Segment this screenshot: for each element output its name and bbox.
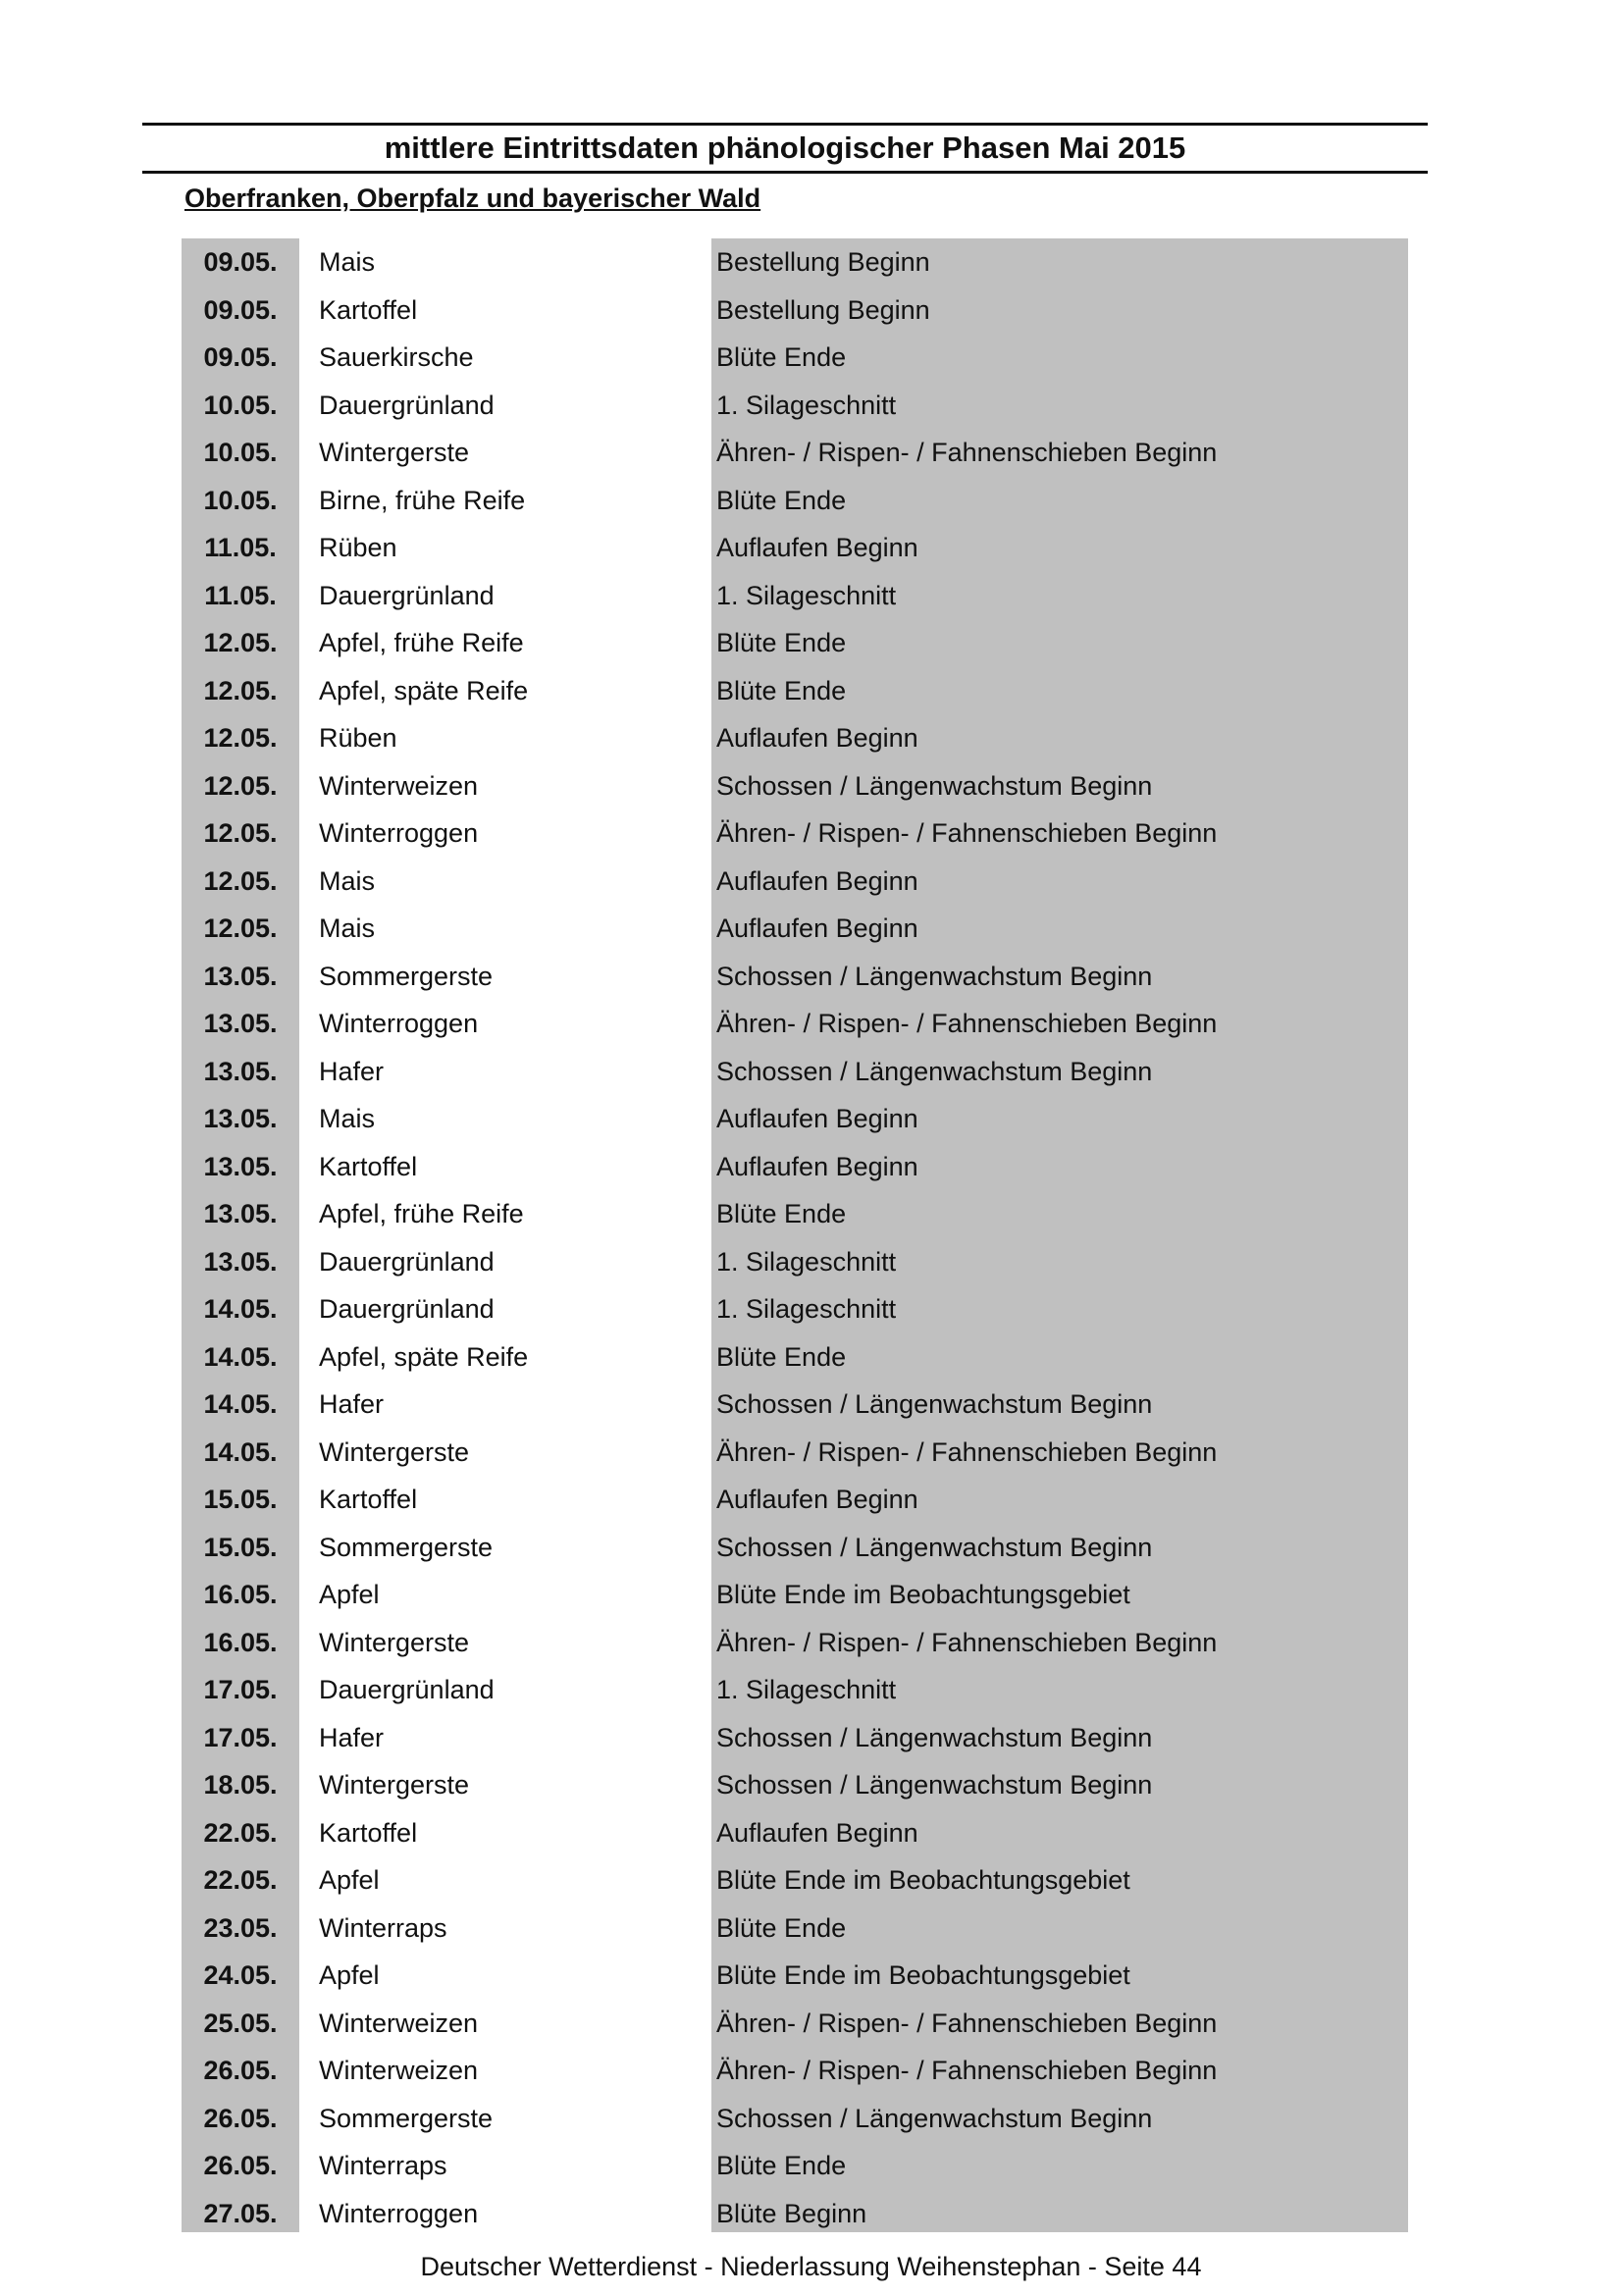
plant-cell: Dauergrünland	[319, 1675, 495, 1704]
phase-cell: Schossen / Längenwachstum Beginn	[716, 1722, 1153, 1752]
table-row	[182, 572, 1408, 620]
table-row	[182, 1476, 1408, 1524]
table-row	[182, 1856, 1408, 1905]
table-row	[182, 809, 1408, 858]
date-cell: 13.05.	[203, 1246, 278, 1277]
plant-cell: Winterweizen	[319, 770, 479, 801]
phase-cell: 1. Silageschnitt	[716, 580, 897, 610]
plant-cell: Sommergerste	[319, 961, 494, 991]
plant-cell: Rüben	[319, 723, 397, 753]
table-row	[182, 714, 1408, 762]
plant-cell: Winterraps	[319, 2151, 447, 2180]
table-row	[182, 1190, 1408, 1238]
date-cell: 14.05.	[203, 1436, 278, 1467]
date-cell: 09.05.	[203, 247, 278, 277]
date-cell: 22.05.	[203, 1865, 278, 1895]
date-cell: 14.05.	[203, 1294, 278, 1324]
phenology-table	[182, 238, 1408, 2237]
plant-cell: Winterweizen	[319, 2056, 479, 2085]
date-cell: 09.05.	[203, 294, 278, 325]
phase-cell: Auflaufen Beginn	[716, 1817, 918, 1848]
table-row	[182, 1381, 1408, 1429]
phase-cell: Schossen / Längenwachstum Beginn	[716, 1770, 1153, 1800]
table-row	[182, 477, 1408, 525]
plant-cell: Apfel, späte Reife	[319, 1341, 529, 1372]
table-row	[182, 1095, 1408, 1143]
table-row	[182, 1952, 1408, 2000]
phase-cell: Blüte Ende	[716, 2151, 847, 2180]
date-cell: 16.05.	[203, 1627, 278, 1657]
date-cell: 13.05.	[203, 1199, 278, 1228]
phase-cell: 1. Silageschnitt	[716, 1675, 897, 1704]
table-row	[182, 667, 1408, 715]
date-cell: 12.05.	[203, 628, 278, 657]
date-cell: 23.05.	[203, 1912, 278, 1943]
phase-cell: Blüte Beginn	[716, 2198, 867, 2228]
plant-cell: Kartoffel	[319, 1151, 418, 1181]
table-row	[182, 1524, 1408, 1572]
phase-cell: Schossen / Längenwachstum Beginn	[716, 1389, 1153, 1419]
plant-cell: Wintergerste	[319, 1436, 470, 1467]
date-cell: 12.05.	[203, 675, 278, 705]
date-cell: 25.05.	[203, 2008, 278, 2038]
plant-cell: Mais	[319, 247, 376, 277]
plant-cell: Wintergerste	[319, 438, 470, 467]
phase-cell: Auflaufen Beginn	[716, 533, 918, 562]
table-row	[182, 429, 1408, 477]
page-title: mittlere Eintrittsdaten phänologischer Phasen Mai 2015	[384, 130, 1186, 165]
phase-cell: Schossen / Längenwachstum Beginn	[716, 1532, 1153, 1562]
date-cell: 17.05.	[203, 1722, 278, 1752]
date-cell: 13.05.	[203, 1151, 278, 1181]
plant-cell: Mais	[319, 1104, 376, 1133]
phase-cell: Bestellung Beginn	[716, 247, 930, 277]
region-heading: Oberfranken, Oberpfalz und bayerischer Wald	[184, 183, 761, 213]
plant-cell: Hafer	[319, 1056, 385, 1086]
plant-cell: Wintergerste	[319, 1627, 470, 1657]
plant-cell: Apfel, frühe Reife	[319, 1199, 524, 1228]
table-row	[182, 619, 1408, 667]
table-row	[182, 1143, 1408, 1191]
table-row	[182, 1714, 1408, 1762]
phase-cell: Auflaufen Beginn	[716, 913, 918, 943]
date-cell: 13.05.	[203, 1009, 278, 1038]
plant-cell: Hafer	[319, 1389, 385, 1419]
plant-cell: Apfel	[319, 1865, 380, 1895]
table-row	[182, 1333, 1408, 1382]
plant-cell: Kartoffel	[319, 1485, 418, 1514]
phase-cell: Auflaufen Beginn	[716, 1151, 918, 1181]
date-cell: 12.05.	[203, 818, 278, 848]
title-underline-rule	[142, 171, 1428, 174]
date-cell: 12.05.	[203, 723, 278, 753]
date-cell: 24.05.	[203, 1960, 278, 1990]
table-row	[182, 238, 1408, 287]
date-cell: 15.05.	[203, 1485, 278, 1514]
date-cell: 11.05.	[204, 533, 277, 562]
date-cell: 11.05.	[204, 580, 277, 610]
phase-cell: Schossen / Längenwachstum Beginn	[716, 1056, 1153, 1086]
table-row	[182, 2095, 1408, 2143]
table-row	[182, 1048, 1408, 1096]
phase-cell: Ähren- / Rispen- / Fahnenschieben Beginn	[716, 818, 1218, 848]
phase-cell: Schossen / Längenwachstum Beginn	[716, 770, 1153, 801]
table-row	[182, 1000, 1408, 1048]
table-row	[182, 1429, 1408, 1477]
table-row	[182, 905, 1408, 953]
phase-cell: Auflaufen Beginn	[716, 1104, 918, 1133]
plant-cell: Mais	[319, 913, 376, 943]
phase-cell: Blüte Ende im Beobachtungsgebiet	[716, 1960, 1130, 1990]
table-row	[182, 1571, 1408, 1619]
plant-cell: Dauergrünland	[319, 1246, 495, 1277]
phase-cell: Ähren- / Rispen- / Fahnenschieben Beginn	[716, 1627, 1218, 1657]
table-row	[182, 2047, 1408, 2095]
date-cell: 12.05.	[203, 865, 278, 896]
phase-cell: Auflaufen Beginn	[716, 723, 918, 753]
table-row	[182, 1619, 1408, 1667]
plant-cell: Winterweizen	[319, 2008, 479, 2038]
date-cell: 10.05.	[203, 485, 278, 515]
table-row	[182, 334, 1408, 382]
date-cell: 14.05.	[203, 1341, 278, 1372]
date-cell: 13.05.	[203, 1104, 278, 1133]
table-row	[182, 953, 1408, 1001]
plant-cell: Dauergrünland	[319, 1294, 495, 1324]
date-cell: 26.05.	[203, 2103, 278, 2133]
phase-cell: Schossen / Längenwachstum Beginn	[716, 2103, 1153, 2133]
table-row	[182, 858, 1408, 906]
table-row	[182, 1809, 1408, 1857]
plant-cell: Winterraps	[319, 1912, 447, 1943]
plant-cell: Wintergerste	[319, 1770, 470, 1800]
phase-cell: Ähren- / Rispen- / Fahnenschieben Beginn	[716, 1436, 1218, 1467]
table-row	[182, 1285, 1408, 1333]
phase-cell: Ähren- / Rispen- / Fahnenschieben Beginn	[716, 438, 1218, 467]
table-row	[182, 1238, 1408, 1286]
table-row	[182, 1666, 1408, 1714]
plant-cell: Apfel, späte Reife	[319, 675, 529, 705]
table-row	[182, 287, 1408, 335]
phase-cell: Blüte Ende	[716, 675, 847, 705]
phase-cell: Blüte Ende	[716, 485, 847, 515]
date-cell: 13.05.	[203, 1056, 278, 1086]
phase-cell: Blüte Ende	[716, 1341, 847, 1372]
table-row	[182, 1761, 1408, 1809]
phase-cell: Schossen / Längenwachstum Beginn	[716, 961, 1153, 991]
plant-cell: Rüben	[319, 533, 397, 562]
plant-cell: Sommergerste	[319, 1532, 494, 1562]
table-row	[182, 524, 1408, 572]
table-row	[182, 2142, 1408, 2190]
phase-cell: Blüte Ende im Beobachtungsgebiet	[716, 1580, 1130, 1609]
plant-cell: Kartoffel	[319, 1817, 418, 1848]
phase-cell: 1. Silageschnitt	[716, 1246, 897, 1277]
page-footer: Deutscher Wetterdienst - Niederlassung Weihenstephan - Seite 44	[420, 2252, 1202, 2281]
date-cell: 13.05.	[203, 961, 278, 991]
plant-cell: Mais	[319, 865, 376, 896]
table-row	[182, 1905, 1408, 1953]
phase-cell: Bestellung Beginn	[716, 294, 930, 325]
phase-cell: 1. Silageschnitt	[716, 1294, 897, 1324]
table-row	[182, 2190, 1408, 2238]
date-cell: 10.05.	[203, 438, 278, 467]
phase-cell: Auflaufen Beginn	[716, 865, 918, 896]
plant-cell: Apfel, frühe Reife	[319, 628, 524, 657]
plant-cell: Kartoffel	[319, 294, 418, 325]
date-cell: 18.05.	[203, 1770, 278, 1800]
date-cell: 12.05.	[203, 770, 278, 801]
phase-cell: Blüte Ende im Beobachtungsgebiet	[716, 1865, 1130, 1895]
plant-cell: Sauerkirsche	[319, 342, 474, 372]
plant-cell: Winterroggen	[319, 818, 479, 848]
date-cell: 15.05.	[203, 1532, 278, 1562]
plant-cell: Birne, frühe Reife	[319, 485, 526, 515]
plant-cell: Apfel	[319, 1960, 380, 1990]
table-row	[182, 382, 1408, 430]
plant-cell: Winterroggen	[319, 2198, 479, 2228]
phase-cell: 1. Silageschnitt	[716, 390, 897, 420]
date-cell: 14.05.	[203, 1389, 278, 1419]
phase-cell: Auflaufen Beginn	[716, 1485, 918, 1514]
plant-cell: Hafer	[319, 1722, 385, 1752]
phase-cell: Blüte Ende	[716, 342, 847, 372]
plant-cell: Sommergerste	[319, 2103, 494, 2133]
phase-cell: Blüte Ende	[716, 1912, 847, 1943]
date-cell: 09.05.	[203, 342, 278, 372]
phase-cell: Ähren- / Rispen- / Fahnenschieben Beginn	[716, 2056, 1218, 2085]
plant-cell: Dauergrünland	[319, 390, 495, 420]
plant-cell: Apfel	[319, 1580, 380, 1609]
phase-cell: Ähren- / Rispen- / Fahnenschieben Beginn	[716, 1009, 1218, 1038]
phase-cell: Blüte Ende	[716, 628, 847, 657]
table-row	[182, 762, 1408, 810]
date-cell: 27.05.	[203, 2198, 278, 2228]
plant-cell: Dauergrünland	[319, 580, 495, 610]
date-cell: 16.05.	[203, 1580, 278, 1609]
date-cell: 12.05.	[203, 913, 278, 943]
date-cell: 22.05.	[203, 1817, 278, 1848]
phase-cell: Blüte Ende	[716, 1199, 847, 1228]
phase-cell: Ähren- / Rispen- / Fahnenschieben Beginn	[716, 2008, 1218, 2038]
top-rule	[142, 123, 1428, 126]
date-cell: 26.05.	[203, 2151, 278, 2180]
date-cell: 17.05.	[203, 1675, 278, 1704]
date-cell: 26.05.	[203, 2056, 278, 2085]
plant-cell: Winterroggen	[319, 1009, 479, 1038]
date-cell: 10.05.	[203, 390, 278, 420]
table-row	[182, 2000, 1408, 2048]
